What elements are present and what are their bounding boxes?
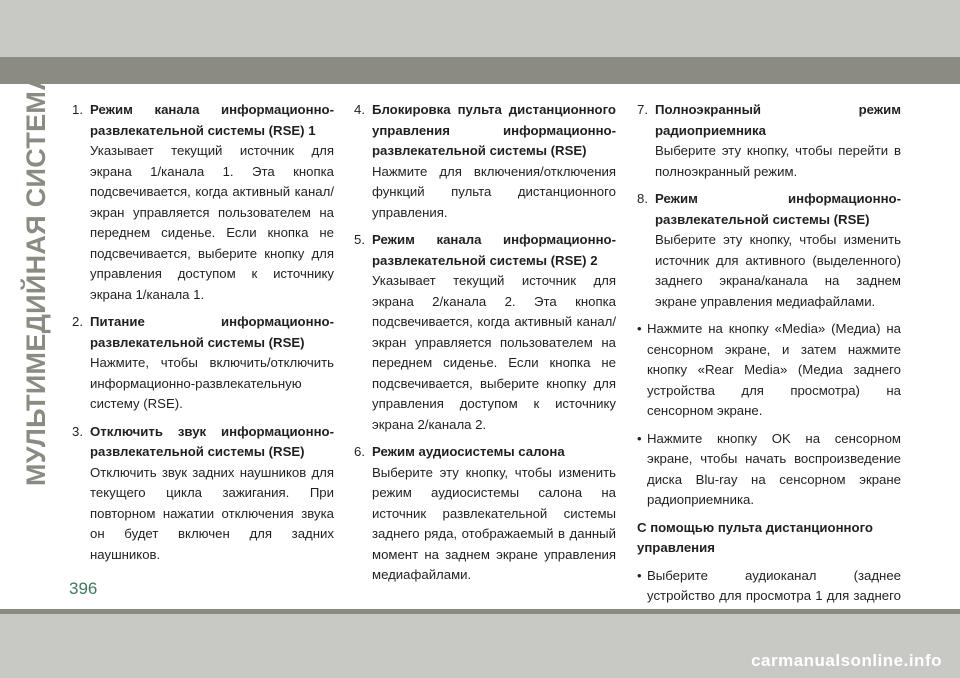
item-number: 2. [72,314,83,329]
section-title: МУЛЬТИМЕДИЙНАЯ СИСТЕМА [21,70,52,486]
header-band [0,57,960,84]
item-heading: Блокировка пульта дистанционного управления информационно-развлекательной системы (RSE) [372,102,616,158]
bullet-text: Выберите аудиоканал (заднее устройство для просмотра 1 для заднего [647,567,901,603]
list-item [354,442,616,586]
item-body: Нажмите, чтобы включить/отключить информационно-развлекательную систему (RSE). [90,355,334,411]
item-heading: Полноэкранный режим радиоприемника [655,102,901,138]
list-item [72,312,334,415]
bullet-text: Нажмите на кнопку «Media» (Медиа) на сенсорном экране, и затем нажмите кнопку «Rear Media» (Медиа заднего устройства для просмотра) на сенсорном экране. [647,321,901,418]
item-body: Отключить звук задних наушников для текущего цикла зажигания. При повторном нажатии отключения звука он будет включен для задних наушников. [90,464,334,562]
section-tab [21,70,52,486]
item-body: Выберите эту кнопку, чтобы перейти в полноэкранный режим. [655,143,901,179]
item-body: Указывает текущий источник для экрана 2/канала 2. Эта кнопка подсвечивается, когда активный канал/экран управляется пользователем на переднем сиденье. Если кнопка не подсвечивается, выберите кнопку для управления доступом к источнику экрана 2/канала 2. [372,273,616,432]
item-heading: Режим канала информационно-развлекательной системы (RSE) 2 [372,232,616,268]
item-number: 7. [637,102,648,117]
subheading: С помощью пульта дистанционного управления [637,519,873,555]
item-heading: Режим аудиосистемы салона [372,444,565,459]
item-body: Нажмите для включения/отключения функций пульта дистанционного управления. [372,163,616,220]
bullet-mark: • [637,567,642,583]
item-number: 4. [354,102,365,117]
bullet-mark: • [637,321,642,336]
item-body: Выберите эту кнопку, чтобы изменить источник для активного (выделенного) заднего экрана/канала на заднем экране управления медиафайлами. [655,232,901,309]
list-item [354,100,616,223]
list-item [354,230,616,435]
item-number: 1. [72,102,83,117]
bullet-item [637,429,901,511]
column-1 [72,100,334,572]
item-heading: Режим канала информационно-развлекательной системы (RSE) 1 [90,102,334,138]
item-heading: Отключить звук информационно-развлекательной системы (RSE) [90,423,334,459]
item-body: Выберите эту кнопку, чтобы изменить режим аудиосистемы салона на источник развлекательной системы заднего ряда, отображаемый в данный момент на заднем экране управления медиафайлами. [372,464,616,582]
item-heading: Режим информационно-развлекательной системы (RSE) [655,191,901,227]
header-bar [0,0,960,57]
page-number: 396 [69,579,98,598]
bullet-item [637,319,901,422]
column-2 [354,100,616,593]
bullet-mark: • [637,430,642,446]
list-item [637,100,901,182]
watermark: carmanualsonline.info [751,651,942,670]
item-body: Указывает текущий источник для экрана 1/канала 1. Эта кнопка подсвечивается, когда активный канал/экран управляется пользователем на переднем сиденье. Если кнопка не подсвечивается, выберите кнопку для управления доступом к источнику экрана 1/канала 1. [90,143,334,302]
bullet-text: Нажмите кнопку OK на сенсорном экране, чтобы начать воспроизведение диска Blu-ray на сенсорном экране радиоприемника. [647,430,901,507]
list-item [72,422,334,566]
list-item [72,100,334,305]
list-item [637,189,901,312]
column-3 [637,100,901,655]
item-heading: Питание информационно-развлекательной системы (RSE) [90,314,334,350]
item-number: 5. [354,232,365,247]
item-number: 6. [354,444,365,459]
item-number: 3. [72,423,83,439]
item-number: 8. [637,191,648,206]
